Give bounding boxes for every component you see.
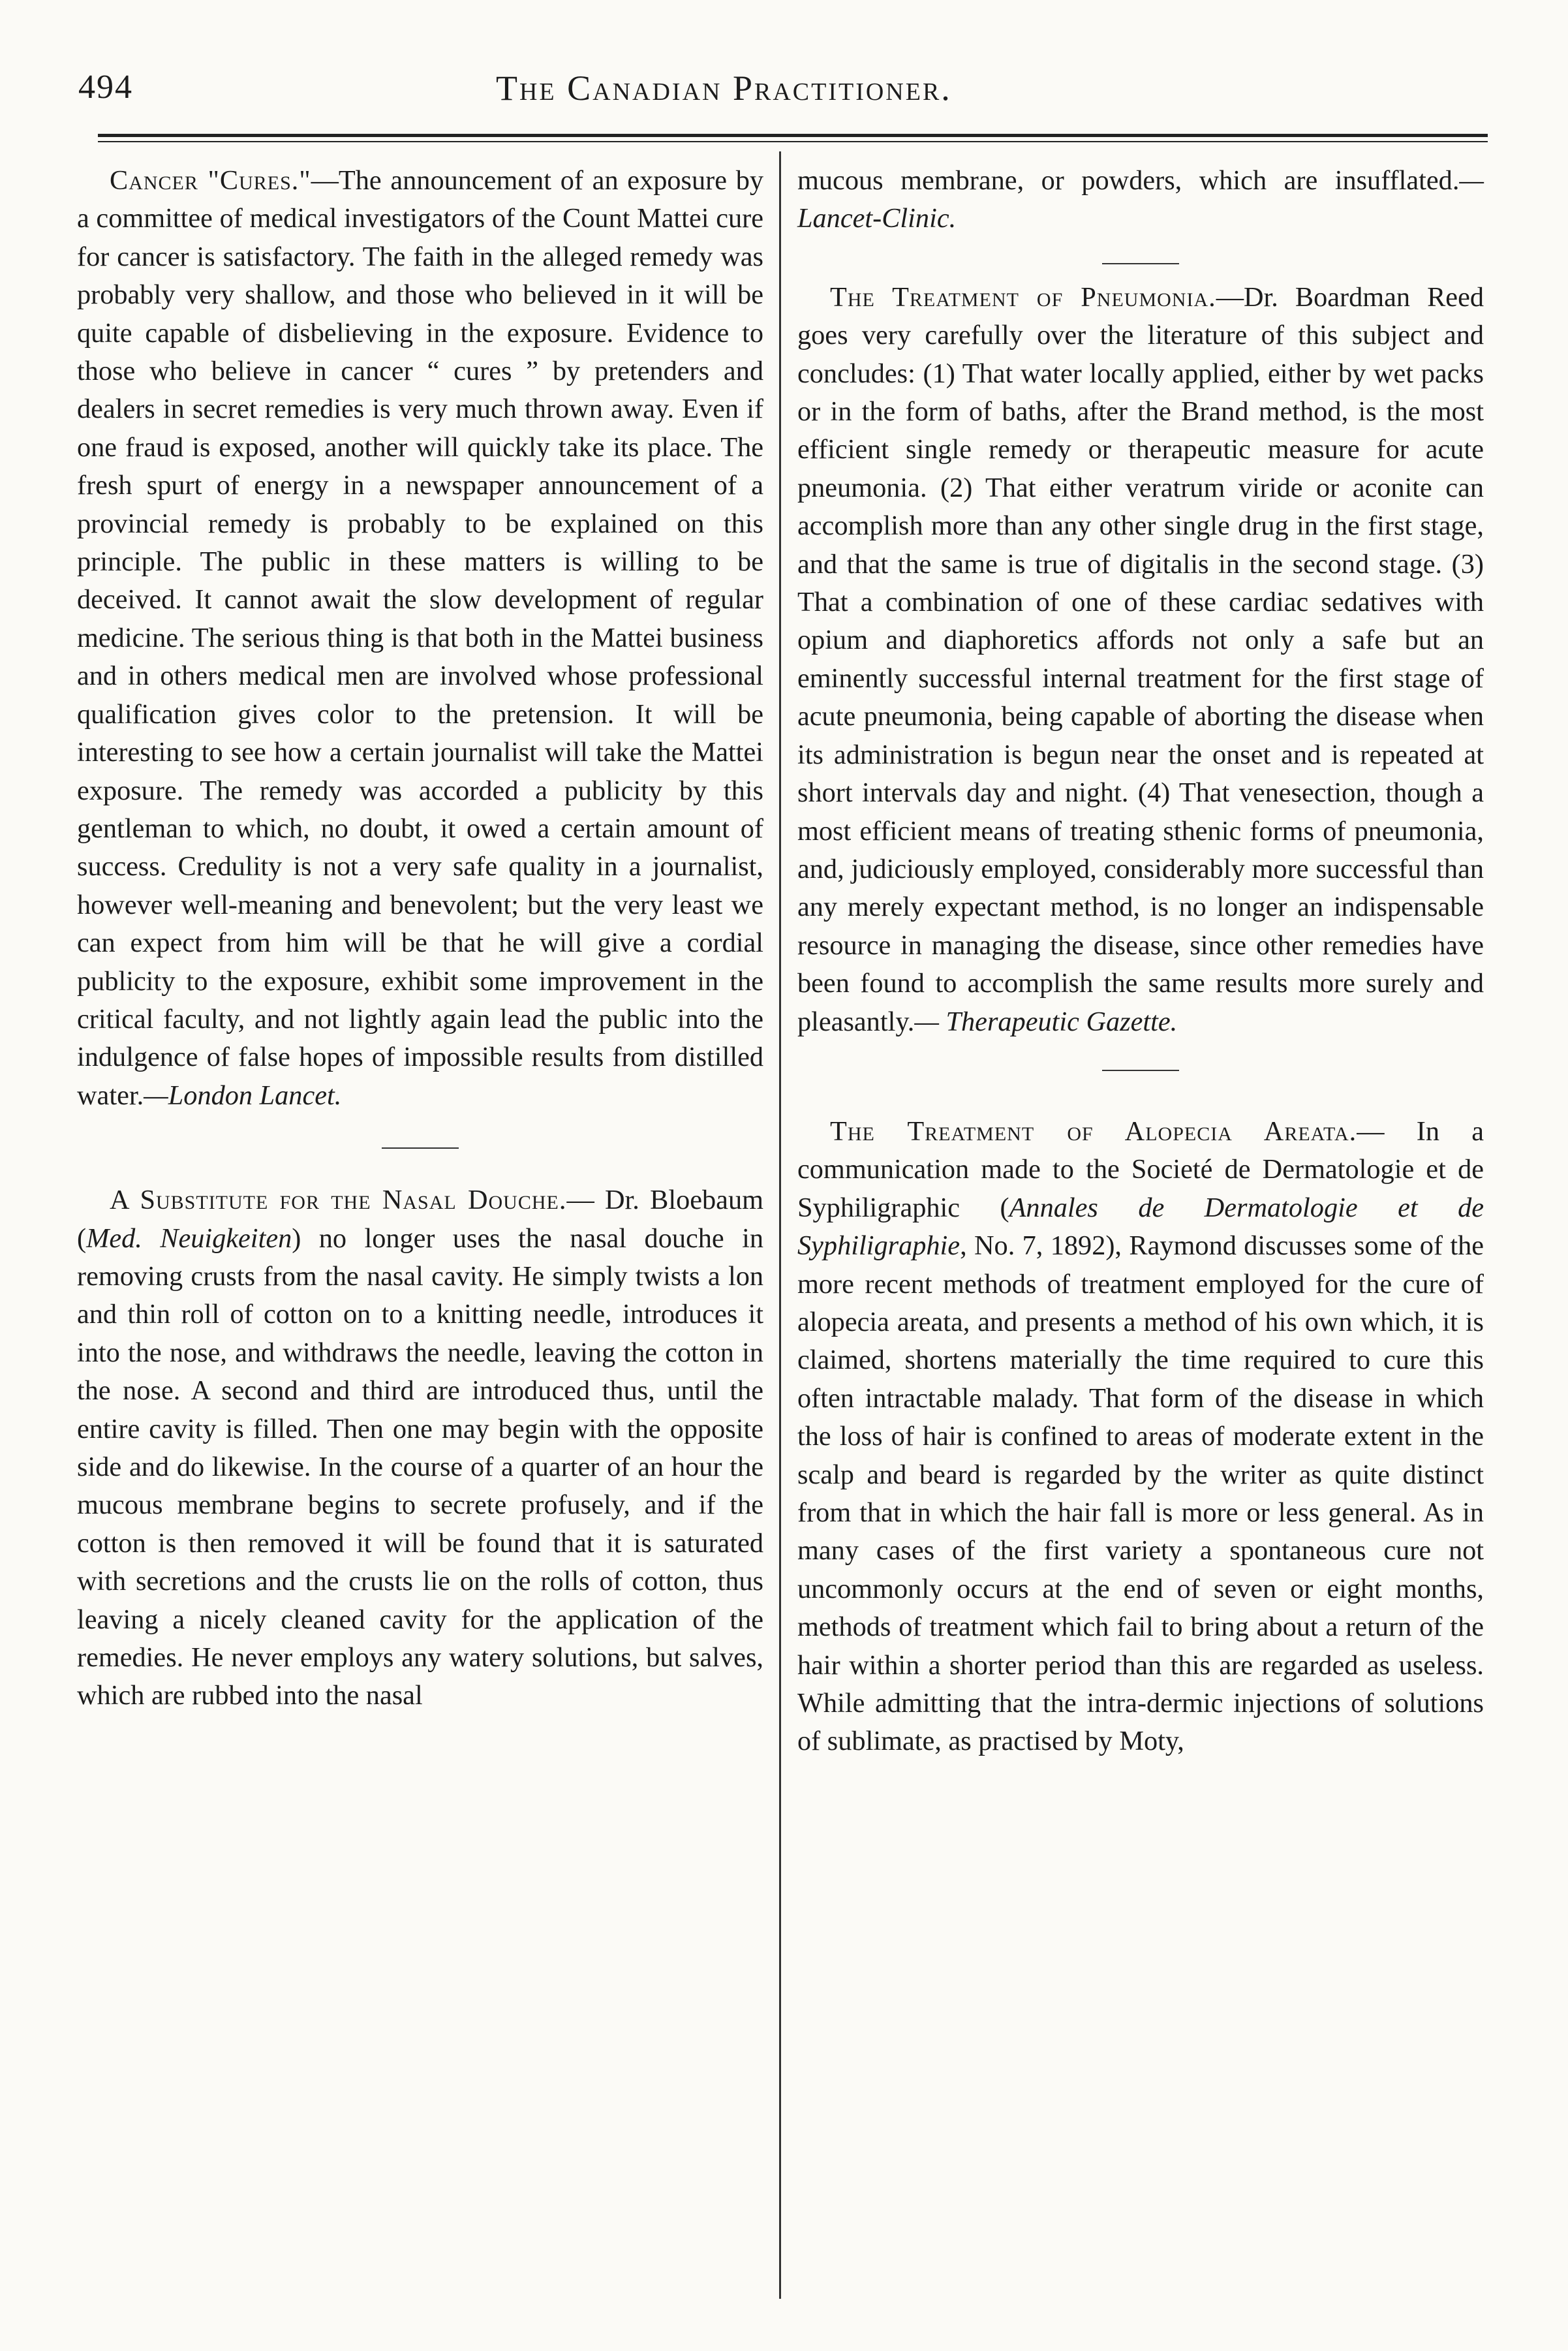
column-divider — [779, 151, 781, 2299]
section-separator — [382, 1147, 459, 1149]
article-heading: The Treatment of Pneumonia. — [830, 281, 1216, 313]
article-alopecia — [797, 1113, 1484, 1761]
article-cancer-cures — [77, 162, 763, 1115]
section-separator — [1102, 1070, 1179, 1071]
article-body: — In a communication made to the Societé de Dermatologie et de Syphiligraphic ( — [797, 1115, 1484, 1223]
left-column — [77, 162, 763, 1715]
article-source: —London Lancet. — [144, 1080, 342, 1111]
running-head: The Canadian Practitioner. — [496, 69, 952, 108]
article-nasal-douche — [77, 1181, 763, 1715]
right-column — [797, 162, 1484, 1761]
section-separator — [1102, 263, 1179, 264]
article-source: — Therapeutic Gazette. — [914, 1006, 1178, 1037]
article-heading: The Treatment of Alopecia Areata. — [830, 1115, 1357, 1147]
header-rule-thick — [98, 134, 1488, 137]
page-header — [78, 57, 1488, 116]
article-body-continued: ) no longer uses the nasal douche in removing crusts from the nasal cavity. He simply twists a lon and thin roll of cotton on to a knitting needle, introduces it into the nose, and withdraws the needle, leaving the cotton in the nose. A second and third are introduced thus, until the entire cavity is filled. Then one may begin with the opposite side and do likewise. In the course of a quarter of an hour the mucous membrane begins to secrete profusely, and if the cotton is then removed it will be found that it is saturated with secretions and the crusts lie on the rolls of cotton, thus leaving a nicely cleaned cavity for the application of the remedies. He never employs any watery solutions, but salves, which are rubbed into the nasal — [77, 1222, 764, 1711]
article-source: —Lancet-Clinic. — [797, 165, 1484, 234]
article-citation: Med. Neuigkeiten — [86, 1222, 292, 1254]
article-body: — Dr. Bloebaum ( — [77, 1185, 764, 1254]
header-rule-thin — [98, 141, 1488, 142]
article-body-continued: , No. 7, 1892), Raymond discusses some of the more recent methods of treatment employed for the cure of alopecia areata, and presents a method of his own which, it is claimed, shortens materially the time required to cure this often intractable malady. That form of the disease in which the loss of hair is confined to areas of moderate extent in the scalp and beard is regarded by the writer as quite distinct from that in which the hair fall is more or less general. As in many cases of the first variety a spontaneous cure not uncommonly occurs at the end of seven or eight months, methods of treatment which fail to bring about a return of the hair within a shorter period than this are regarded as useless. While admitting that the intra-dermic injections of solutions of sublimate, as practised by Moty, — [797, 1230, 1484, 1757]
page-number: 494 — [78, 69, 133, 106]
article-continuation — [797, 162, 1484, 238]
article-heading: A Substitute for the Nasal Douche. — [110, 1185, 567, 1216]
article-pneumonia — [797, 279, 1484, 1041]
article-body: mucous membrane, or powders, which are insufflated. — [797, 165, 1460, 196]
article-body: —The announcement of an exposure by a committee of medical investigators of the Count Mattei cure for cancer is satisfactory. The faith in the alleged remedy was probably very shallow, and those who believed in it will be quite capable of disbelieving in the exposure. Evidence to those who believe in cancer “ cures ” by pretenders and dealers in secret remedies is very much thrown away. Even if one fraud is exposed, another will quickly take its place. The fresh spurt of energy in a newspaper announcement of a provincial remedy is probably to be explained on this principle. The public in these matters is willing to be deceived. It cannot await the slow development of regular medicine. The serious thing is that both in the Mattei business and in others medical men are involved whose professional qualification gives color to the pretension. It will be interesting to see how a certain journalist will take the Mattei exposure. The remedy was accorded a publicity by this gentleman to which, no doubt, it owed a certain amount of success. Credulity is not a very safe quality in a journalist, however well-meaning and benevolent; but the very least we can expect from him will be that he will give a cordial publicity to the exposure, exhibit some improvement in the critical faculty, and not lightly again lead the public into the indulgence of false hopes of impossible results from distilled water. — [77, 165, 763, 1111]
article-citation: Annales de Dermatologie et de Syphiligraphie — [797, 1192, 1484, 1262]
article-heading: Cancer "Cures." — [110, 165, 311, 196]
article-body: —Dr. Boardman Reed goes very carefully over the literature of this subject and concludes: (1) That water locally applied, either by wet packs or in the form of baths, after the Brand method, is the most efficient single remedy or therapeutic measure for acute pneumonia. (2) That either veratrum viride or aconite can accomplish more than any other single drug in the first stage, and that the same is true of digitalis in the second stage. (3) That a combination of one of these cardiac sedatives with opium and diaphoretics affords not only a safe but an eminently successful internal treatment for the first stage of acute pneumonia, being capable of aborting the disease when its administration is begun near the onset and is repeated at short intervals day and night. (4) That venesection, though a most efficient means of treating sthenic forms of pneumonia, and, judiciously employed, considerably more successful than any merely expectant method, is no longer an indispensable resource in managing the disease, since other remedies have been found to accomplish the same results more surely and pleasantly. — [797, 281, 1484, 1037]
